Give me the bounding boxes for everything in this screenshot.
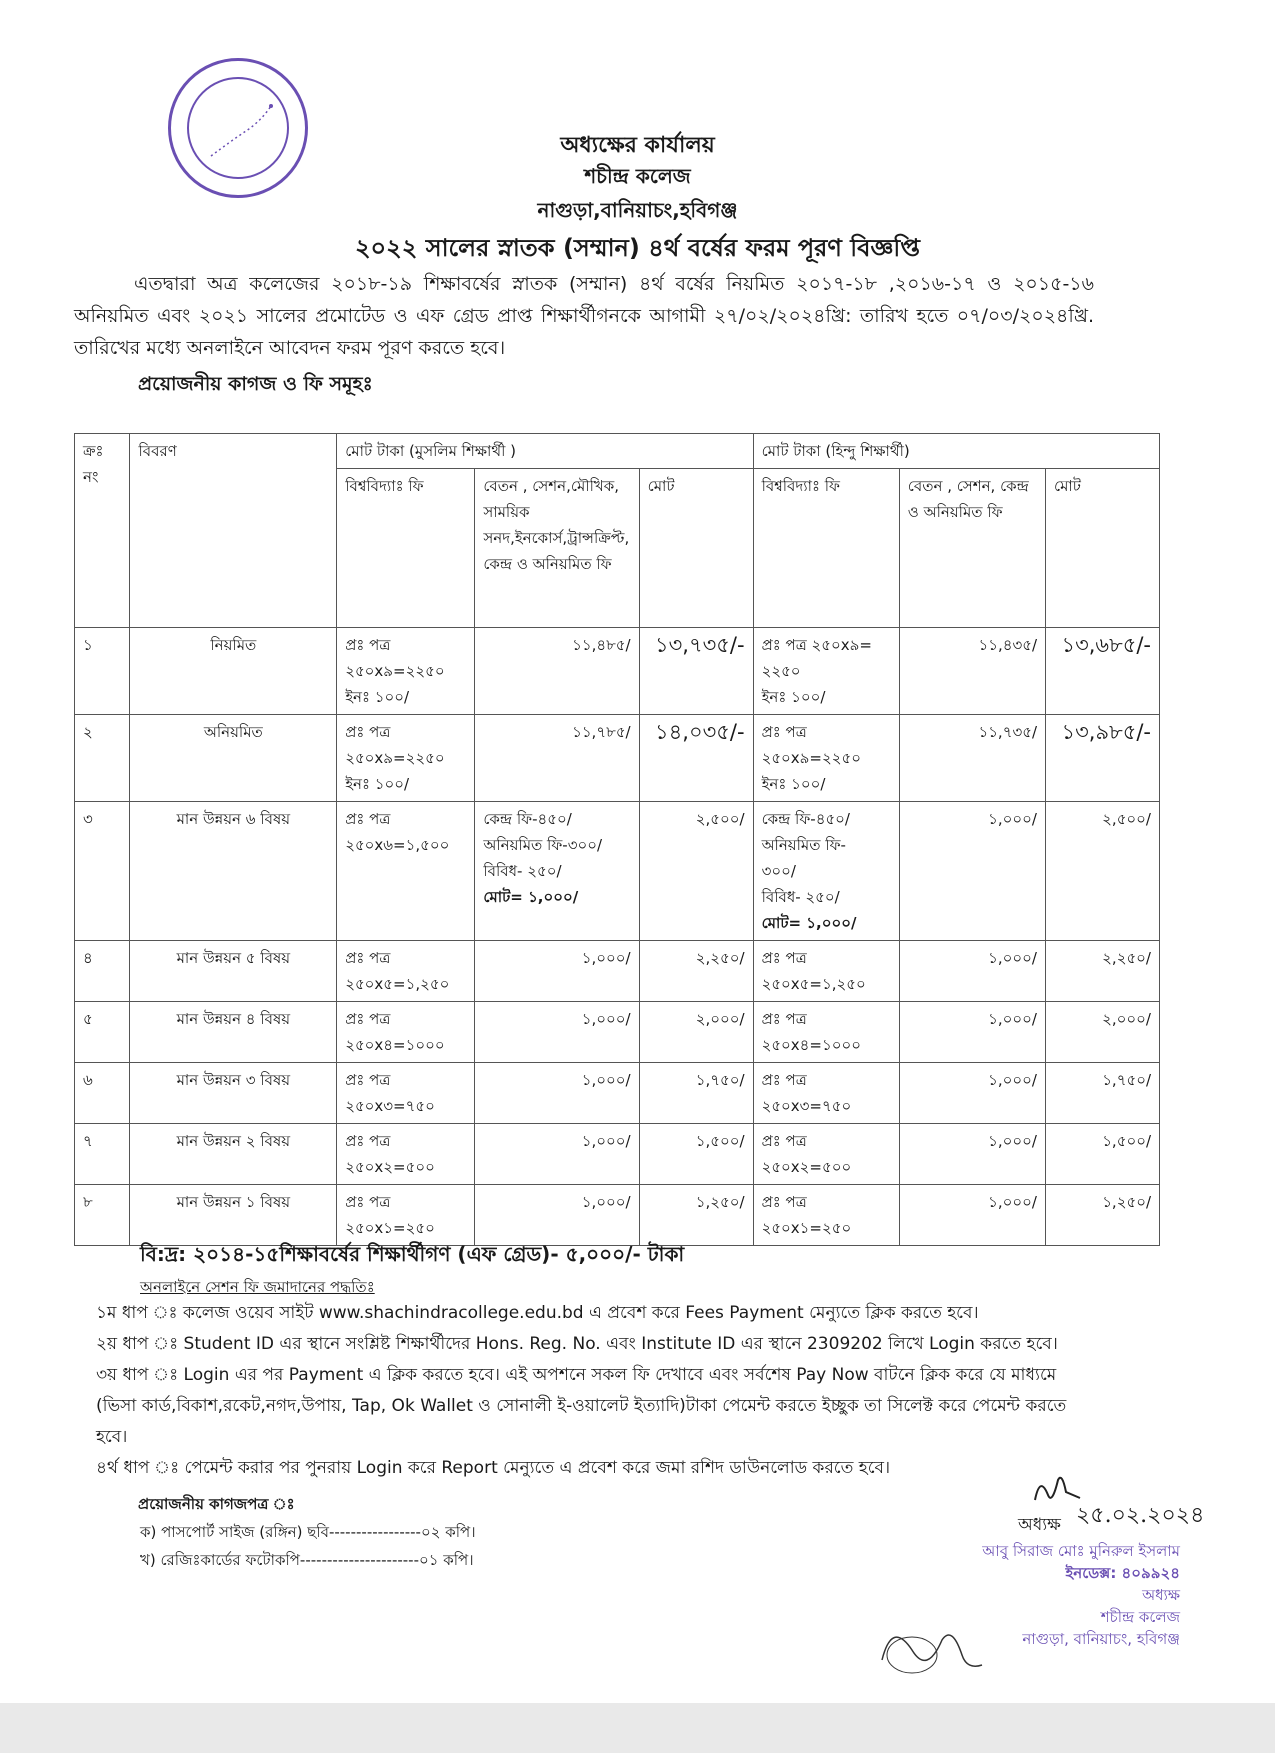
second-signature-icon	[872, 1610, 992, 1690]
step-4: ৪র্থ ধাপ ঃ পেমেন্ট করার পর পুনরায় Login করে Report মেন্যুতে এ প্রবেশ করে জমা রশিদ ডাউনলোড করতে হবে।	[96, 1458, 891, 1478]
cell-h-total: ২,২৫০/	[1046, 941, 1160, 1002]
cell-h-other: ১,০০০/	[899, 941, 1045, 1002]
payment-steps	[96, 1298, 1096, 1484]
table-row	[75, 1124, 1160, 1185]
cell-m-other: কেন্দ্র ফি-৪৫০/ অনিয়মিত ফি-৩০০/ বিবিধ- ২৫০/ মোট= ১,০০০/	[475, 802, 639, 941]
cell-sl: ৬	[75, 1063, 130, 1124]
cell-m-uni: প্রঃ পত্র ২৫০x৬=১,৫০০	[337, 802, 475, 941]
cell-desc: মান উন্নয়ন ৪ বিষয়	[130, 1002, 337, 1063]
principal-stamp: আবু সিরাজ মোঃ মুনিরুল ইসলাম ইনডেক্স: ৪০৯৯২৪ অধ্যক্ষ শচীন্দ্র কলেজ নাগুড়া, বানিয়াচং, হবিগঞ্জ	[982, 1542, 1180, 1648]
document-item: ক) পাসপোর্ট সাইজ (রঙ্গিন) ছবি-----------------০২ কপি।	[140, 1523, 476, 1541]
documents-title: প্রয়োজনীয় কাগজপত্র ঃ	[138, 1495, 295, 1513]
table-row	[75, 715, 1160, 802]
cell-m-total: ১,২৫০/	[639, 1185, 753, 1246]
cell-m-other: ১১,৪৮৫/	[475, 628, 639, 715]
cell-h-other: ১,০০০/	[899, 1002, 1045, 1063]
cell-h-uni: প্রঃ পত্র ২৫০x৫=১,২৫০	[753, 941, 899, 1002]
cell-h-uni: প্রঃ পত্র ২৫০x৯= ২২৫০ ইনঃ ১০০/	[753, 628, 899, 715]
cell-m-total: ২,০০০/	[639, 1002, 753, 1063]
cell-desc: অনিয়মিত	[130, 715, 337, 802]
cell-sl: ২	[75, 715, 130, 802]
cell-m-total: ১৪,০৩৫/-	[639, 715, 753, 802]
scan-edge	[0, 1703, 1275, 1753]
office-title: অধ্যক্ষের কার্যালয়	[560, 133, 715, 158]
table-header-row	[75, 434, 1160, 469]
cell-m-uni: প্রঃ পত্র ২৫০x৪=১০০০	[337, 1002, 475, 1063]
header-muslim: মোট টাকা (মুসলিম শিক্ষার্থী )	[337, 434, 753, 469]
table-row	[75, 941, 1160, 1002]
cell-m-uni: প্রঃ পত্র ২৫০x১=২৫০	[337, 1185, 475, 1246]
cell-m-total: ২,২৫০/	[639, 941, 753, 1002]
cell-m-other: ১১,৭৮৫/	[475, 715, 639, 802]
cell-desc: মান উন্নয়ন ২ বিষয়	[130, 1124, 337, 1185]
cell-m-total: ১,৫০০/	[639, 1124, 753, 1185]
cell-m-uni: প্রঃ পত্র ২৫০x২=৫০০	[337, 1124, 475, 1185]
header-m-total: মোট	[639, 469, 753, 628]
header-desc: বিবরণ	[130, 434, 337, 628]
cell-m-total: ২,৫০০/	[639, 802, 753, 941]
header-m-uni: বিশ্ববিদ্যাঃ ফি	[337, 469, 475, 628]
cell-h-total: ২,০০০/	[1046, 1002, 1160, 1063]
cell-h-uni: প্রঃ পত্র ২৫০x১=২৫০	[753, 1185, 899, 1246]
cell-m-other: ১,০০০/	[475, 1002, 639, 1063]
cell-desc: নিয়মিত	[130, 628, 337, 715]
cell-h-other: ১১,৪৩৫/	[899, 628, 1045, 715]
cell-desc: মান উন্নয়ন ৩ বিষয়	[130, 1063, 337, 1124]
cell-desc: মান উন্নয়ন ১ বিষয়	[130, 1185, 337, 1246]
cell-desc: মান উন্নয়ন ৬ বিষয়	[130, 802, 337, 941]
header-h-total: মোট	[1046, 469, 1160, 628]
cell-h-uni: প্রঃ পত্র ২৫০x২=৫০০	[753, 1124, 899, 1185]
signature-date: ২৫.০২.২০২৪	[1076, 1503, 1205, 1528]
cell-h-total: ১,৫০০/	[1046, 1124, 1160, 1185]
cell-m-other: ১,০০০/	[475, 1063, 639, 1124]
required-heading: প্রয়োজনীয় কাগজ ও ফি সমূহঃ	[138, 373, 373, 395]
header-m-other: বেতন , সেশন,মৌখিক, সাময়িক সনদ,ইনকোর্স,ট্রান্সক্রিপ্ট, কেন্দ্র ও অনিয়মিত ফি	[475, 469, 639, 628]
cell-desc: মান উন্নয়ন ৫ বিষয়	[130, 941, 337, 1002]
step-2: ২য় ধাপ ঃ Student ID এর স্থানে সংশ্লিষ্ট শিক্ষার্থীদের Hons. Reg. No. এবং Institute ID এর স্থানে 2309202 লিখে Login করতে হবে।	[96, 1334, 1058, 1354]
cell-m-total: ১,৭৫০/	[639, 1063, 753, 1124]
cell-h-total: ১৩,৯৮৫/-	[1046, 715, 1160, 802]
college-address: নাগুড়া,বানিয়াচং,হবিগঞ্জ	[537, 198, 738, 222]
cell-h-other: ১,০০০/	[899, 1185, 1045, 1246]
cell-m-uni: প্রঃ পত্র ২৫০x৯=২২৫০ ইনঃ ১০০/	[337, 628, 475, 715]
cell-sl: ৭	[75, 1124, 130, 1185]
header-sl: ক্রঃ নং	[75, 434, 130, 628]
signature-title: অধ্যক্ষ	[1018, 1515, 1061, 1535]
cell-sl: ১	[75, 628, 130, 715]
cell-sl: ৮	[75, 1185, 130, 1246]
cell-h-other: ১১,৭৩৫/	[899, 715, 1045, 802]
header-h-uni: বিশ্ববিদ্যাঃ ফি	[753, 469, 899, 628]
college-name: শচীন্দ্র কলেজ	[584, 164, 691, 188]
cell-h-total: ২,৫০০/	[1046, 802, 1160, 941]
cell-h-total: ১,৭৫০/	[1046, 1063, 1160, 1124]
cell-h-other: ১,০০০/	[899, 1124, 1045, 1185]
cell-sl: ৪	[75, 941, 130, 1002]
table-row	[75, 802, 1160, 941]
cell-m-total: ১৩,৭৩৫/-	[639, 628, 753, 715]
payment-method-title: অনলাইনে সেশন ফি জমাদানের পদ্ধতিঃ	[140, 1278, 375, 1296]
cell-m-uni: প্রঃ পত্র ২৫০x৫=১,২৫০	[337, 941, 475, 1002]
table-row	[75, 628, 1160, 715]
cell-h-uni: প্রঃ পত্র ২৫০x৩=৭৫০	[753, 1063, 899, 1124]
document-item: খ) রেজিঃকার্ডের ফটোকপি----------------------০১ কপি।	[140, 1551, 474, 1569]
f-grade-note: বি:দ্র: ২০১৪-১৫শিক্ষাবর্ষের শিক্ষার্থীগণ (এফ গ্রেড)- ৫,০০০/- টাকা	[140, 1242, 685, 1266]
cell-sl: ৫	[75, 1002, 130, 1063]
table-row	[75, 1063, 1160, 1124]
intro-paragraph: এতদ্বারা অত্র কলেজের ২০১৮-১৯ শিক্ষাবর্ষের স্নাতক (সম্মান) ৪র্থ বর্ষের নিয়মিত ২০১৭-১৮ ,২০১৬-১৭ ও ২০১৫-১৬ অনিয়মিত এবং ২০২১ সালের প্রমোটেড ও এফ গ্রেড প্রাপ্ত শিক্ষার্থীগনকে আগামী ২৭/০২/২০২৪খ্রি: তারিখ হতে ০৭/০৩/২০২৪খ্রি. তারিখের মধ্যে অনলাইনে আবেদন ফরম পূরণ করতে হবে।	[74, 273, 1094, 359]
step-1: ১ম ধাপ ঃ কলেজ ওয়েব সাইট www.shachindracollege.edu.bd এ প্রবেশ করে Fees Payment মেন্যুতে ক্লিক করতে হবে।	[96, 1303, 979, 1323]
table-row	[75, 1002, 1160, 1063]
header-hindu: মোট টাকা (হিন্দু শিক্ষার্থী)	[753, 434, 1159, 469]
required-documents	[138, 1490, 476, 1574]
header-h-other: বেতন , সেশন, কেন্দ্র ও অনিয়মিত ফি	[899, 469, 1045, 628]
cell-h-uni: কেন্দ্র ফি-৪৫০/ অনিয়মিত ফি- ৩০০/ বিবিধ- ২৫০/ মোট= ১,০০০/	[753, 802, 899, 941]
cell-m-other: ১,০০০/	[475, 941, 639, 1002]
cell-m-other: ১,০০০/	[475, 1185, 639, 1246]
notice-title: ২০২২ সালের স্নাতক (সম্মান) ৪র্থ বর্ষের ফরম পূরণ বিজ্ঞপ্তি	[354, 234, 921, 262]
table-row	[75, 1185, 1160, 1246]
cell-h-other: ১,০০০/	[899, 1063, 1045, 1124]
cell-m-uni: প্রঃ পত্র ২৫০x৩=৭৫০	[337, 1063, 475, 1124]
cell-m-other: ১,০০০/	[475, 1124, 639, 1185]
cell-h-uni: প্রঃ পত্র ২৫০x৪=১০০০	[753, 1002, 899, 1063]
cell-h-other: ১,০০০/	[899, 802, 1045, 941]
cell-h-total: ১,২৫০/	[1046, 1185, 1160, 1246]
cell-h-uni: প্রঃ পত্র ২৫০x৯=২২৫০ ইনঃ ১০০/	[753, 715, 899, 802]
cell-h-total: ১৩,৬৮৫/-	[1046, 628, 1160, 715]
cell-sl: ৩	[75, 802, 130, 941]
step-3: ৩য় ধাপ ঃ Login এর পর Payment এ ক্লিক করতে হবে। এই অপশনে সকল ফি দেখাবে এবং সর্বশেষ Pay Now বাটনে ক্লিক করে যে মাধ্যমে (ভিসা কার্ড,বিকাশ,রকেট,নগদ,উপায়, Tap, Ok Wallet ও সোনালী ই-ওয়ালেট ইত্যাদি)টাকা পেমেন্ট করতে ইচ্ছুক তা সিলেক্ট করে পেমেন্ট করতে হবে।	[96, 1365, 1067, 1447]
fee-table	[74, 433, 1160, 1246]
cell-m-uni: প্রঃ পত্র ২৫০x৯=২২৫০ ইনঃ ১০০/	[337, 715, 475, 802]
